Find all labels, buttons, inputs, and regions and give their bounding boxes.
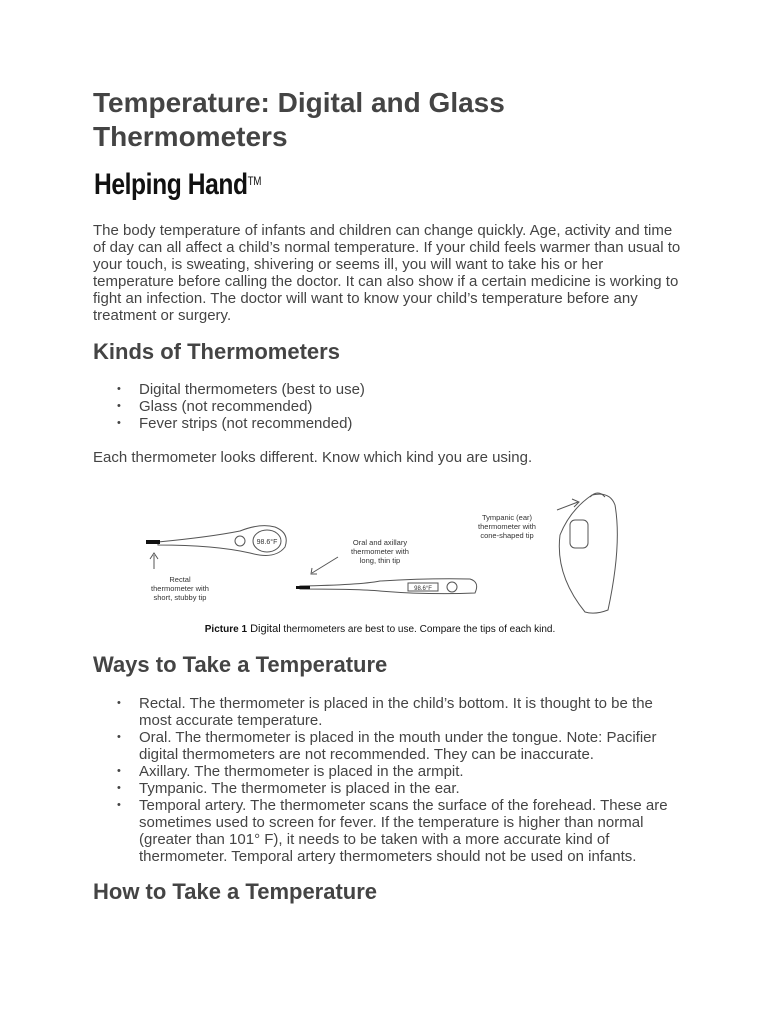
ways-list (93, 695, 683, 865)
rectal-thermometer-drawing (150, 526, 286, 569)
figure-caption: Picture 1 Digital thermometers are best to use. Compare the tips of each kind. (204, 623, 556, 635)
list-item: • Digital thermometers (best to use) (139, 381, 683, 398)
rectal-label: Rectal thermometer with short, stubby tip (151, 575, 209, 602)
list-item: • Fever strips (not recommended) (139, 415, 683, 432)
how-heading: How to Take a Temperature (93, 879, 378, 904)
ways-heading: Ways to Take a Temperature (93, 652, 388, 677)
list-item: • Oral. The thermometer is placed in the mouth under the tongue. Note: Pacifier digital thermometers are not recommended. They can be inaccurate. (139, 729, 683, 763)
page-title: Temperature: Digital and Glass Thermometers (93, 87, 505, 152)
list-item: • Glass (not recommended) (139, 398, 683, 415)
intro-paragraph: The body temperature of infants and children can change quickly. Age, activity and time of day can all affect a child’s normal temperature. If your child feels warmer than usual to your touch, is sweating, shivering or seems ill, you will want to take his or her temperature before calling the doctor. It can also show if a certain medicine is working to fight an infection. The doctor will want to know your child’s temperature before any treatment or surgery. (93, 222, 681, 324)
tympanic-thermometer-drawing (557, 493, 617, 613)
list-item: • Axillary. The thermometer is placed in the armpit. (139, 763, 683, 780)
rectal-display: 98.6°F (256, 539, 278, 546)
kinds-heading: Kinds of Thermometers (93, 339, 340, 364)
list-item: • Rectal. The thermometer is placed in the child’s bottom. It is thought to be the most accurate temperature. (139, 695, 683, 729)
tympanic-label: Tympanic (ear) thermometer with cone-shaped tip (478, 513, 536, 540)
thermometers-figure (130, 485, 630, 640)
kinds-note: Each thermometer looks different. Know which kind you are using. (93, 449, 533, 466)
rectal-tip (146, 540, 160, 544)
list-item: • Temporal artery. The thermometer scans the surface of the forehead. These are sometimes used to screen for fever. If the temperature is higher than normal (greater than 101° F), it needs to be taken with a more accurate kind of thermometer. Temporal artery thermometers should not be used on infants. (139, 797, 683, 865)
kinds-list (93, 381, 683, 432)
oral-label: Oral and axillary thermometer with long, thin tip (351, 538, 409, 565)
list-item: • Tympanic. The thermometer is placed in the ear. (139, 780, 683, 797)
helping-hand-logo: Helping Hand™ (94, 168, 262, 201)
oral-display: 98.6°F (414, 586, 432, 592)
